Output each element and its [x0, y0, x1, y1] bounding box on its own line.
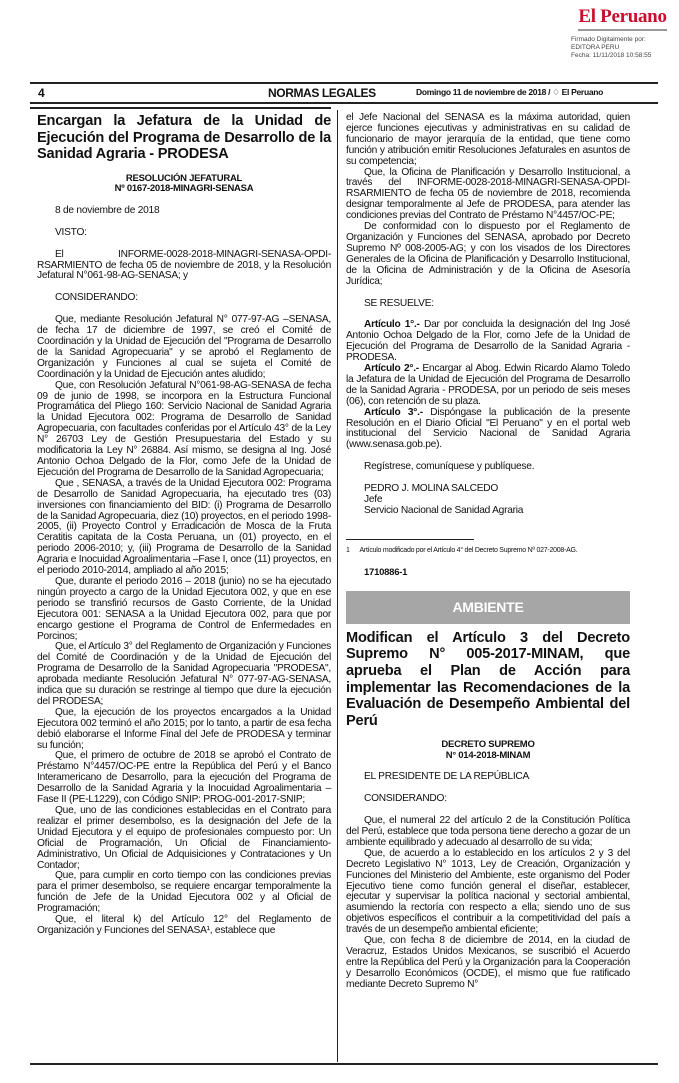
header-top-rule: [30, 82, 658, 84]
article-title: Encargan la Jefatura de la Unidad de Ejecución del Programa de Desarrollo de la Sanidad Agraria - PRODESA: [37, 113, 331, 163]
signer-role: Jefe: [364, 494, 383, 506]
article-1: Artículo 1°.- Dar por concluida la designación del Ing José Antonio Ochoa Delgado de la Flor, como Jefe de la Unidad de Ejecución del Programa de Desarrollo de la Sanidad Agraria - PRODESA.: [346, 319, 631, 364]
paragraph: Que , SENASA, a través de la Unidad Ejecutora 002: Programa de Desarrollo de Sanidad Agropecuaria, ha ejecutado tres (03) inversiones con financiamiento del BID: (i) Programa de Desarrollo de la Sanidad Agropecuaria, diez (10) proyectos, en el periodo 1998-2005, (ii) Proyecto Control y Erradicación de Mosca de la Fruta Ceratitis capitata de la Costa Peruana, un (01) proyecto, en el periodo 2006-2010; y, (iii) Programa de Desarrollo de la Sanidad Agraria e Inocuidad Agroalimentaria –Fase I, once (11) proyectos, en el periodo 2010-2014, ampliado al año 2015;: [37, 477, 331, 577]
section-title: NORMAS LEGALES: [268, 86, 376, 100]
paragraph: Que, mediante Resolución Jefatural N° 077-97-AG –SENASA, de fecha 17 de diciembre de 1997, se creó el Comité de Coordinación y la Unidad de Ejecución del "Programa de Desarrollo de la Sanidad Agropecuaria" y se aprobó el Reglamento de Organización y Funciones al cual se sujeta el Comité de Coordinación y la Unidad de Ejecución antes aludido;: [37, 314, 331, 380]
closing: Regístrese, comuníquese y publíquese.: [364, 461, 535, 473]
president-heading: EL PRESIDENTE DE LA REPÚBLICA: [364, 771, 530, 783]
doc-number-2: N° 014-2018-MINAM: [445, 749, 531, 761]
visto-heading: VISTO:: [55, 226, 87, 238]
paragraph: De conformidad con lo dispuesto por el Reglamento de Organización y Funciones del SENASA, aprobado por Decreto Supremo Nº 008-2005-AG; y con los visados de los Directores Generales de la Oficina de Planificación y Desarrollo Institucional, de la Oficina de Administración y de la Oficina de Asesoría Jurídica;: [346, 221, 630, 287]
doc-type-2: DECRETO SUPREMO: [441, 739, 535, 751]
paragraph: Que, el Artículo 3° del Reglamento de Organización y Funciones del Comité de Coordinación y de la Unidad de Ejecución del Programa de Desarrollo de la Sanidad Agropecuaria "PRODESA", aprobada mediante Resolución Jefatural N° 077-97-AG-SENASA, indica que su duración se restringe al tiempo que dure la ejecución del PRODESA;: [37, 641, 331, 707]
signer-org: Servicio Nacional de Sanidad Agraria: [364, 505, 524, 516]
paragraph: el Jefe Nacional del SENASA es la máxima autoridad, quien ejerce funciones ejecutivas y administrativas en su calidad de funcionario de mayor jerarquía de la entidad, que tiene como función y atribución emitir Resoluciones Jefaturales en asuntos de su competencia;: [346, 112, 630, 167]
column-divider: [337, 110, 338, 1062]
paragraph: Que, de acuerdo a lo establecido en los artículos 2 y 3 del Decreto Legislativo N° 1013, Ley de Creación, Organización y Funciones del Ministerio del Ambiente, este organismo del Poder Ejecutivo tiene como función general el diseñar, establecer, ejecutar y supervisar la política nacional y sectorial ambiental, asumiendo la rectoría con respecto a ella; siendo uno de sus objetivos específicos el contribuir a la competitividad del país a través de un desempeño ambiental eficiente;: [346, 847, 630, 936]
paragraph: Que, el primero de octubre de 2018 se aprobó el Contrato de Préstamo N°4457/OC-PE entre la República del Perú y el Banco Interamericano de Desarrollo, para la ejecución del Programa de Desarrollo de la Sanidad Agraria y la Inocuidad Agroalimentaria – Fase II (PE-L1229), con Código SNIP: PROG-001-2017-SNIP;: [37, 750, 331, 806]
right-column: [346, 113, 630, 991]
signer-name: PEDRO J. MOLINA SALCEDO: [364, 483, 499, 495]
section-band-ambiente: AMBIENTE: [346, 591, 630, 624]
article-title-2: Modifican el Artículo 3 del Decreto Supremo N° 005-2017-MINAM, que aprueba el Plan de Acción para implementar las Recomendaciones de la Evaluación de Desempeño Ambiental del Perú: [346, 629, 630, 729]
doc-type: RESOLUCIÓN JEFATURAL: [125, 172, 243, 184]
considerando-heading-2: CONSIDERANDO:: [364, 793, 447, 805]
paragraph: Que, la Oficina de Planificación y Desarrollo Institucional, a través del INFORME-0028-2018-MINAGRI-SENASA-OPDI-RSARMIENTO de fecha 05 de noviembre de 2018, recomienda designar temporalmente al Jefe de PRODESA, para atender las condiciones previas del Contrato de Préstamo N°4457/OC-PE;: [346, 166, 630, 222]
paragraph: Que, uno de las condiciones establecidas en el Contrato para realizar el primer desembolso, es la designación del Jefe de la Unidad Ejecutora y el equipo de profesionales compuesto por: Un Oficial de Programación, Un Oficial de Financiamiento-Administrativo, Un Oficial de Adquisiciones y Contrataciones y Un Contador;: [37, 805, 331, 871]
page-number: 4: [38, 86, 45, 100]
doc-number: Nº 0167-2018-MINAGRI-SENASA: [114, 183, 254, 195]
paragraph: Que, el literal k) del Artículo 12° del Reglamento de Organización y Funciones del SENASA¹, establece que: [37, 914, 331, 936]
footnote: 1 Artículo modificado por el Artículo 4° del Decreto Supremo Nº 027-2008-AG.: [346, 546, 578, 554]
paragraph: Que, el numeral 22 del artículo 2 de la Constitución Política del Perú, establece que toda persona tiene derecho a gozar de un ambiente equilibrado y adecuado al desarrollo de su vida;: [346, 815, 630, 848]
paragraph: Que, para cumplir en corto tiempo con las condiciones previas para el primer desembolso, se requiere encargar temporalmente la función de Jefe de la Unidad Ejecutora 002 y al Oficial de Programación;: [37, 870, 331, 915]
paragraph: Que, con fecha 8 de diciembre de 2014, en la ciudad de Veracruz, Estados Unidos Mexicanos, se suscribió el Acuerdo entre la República del Perú y la Organización para la Cooperación y Desarrollo Económicos (OCDE), el mismo que fue ratificado mediante Decreto Supremo N°: [346, 935, 630, 990]
digital-signature: Firmado Digitalmente por: EDITORA PERU Fecha: 11/11/2018 10:58:55: [571, 36, 652, 59]
footer-rule: [30, 1063, 658, 1065]
dateline: Domingo 11 de noviembre de 2018 / ♢ El Peruano: [416, 87, 604, 97]
left-top-rule: [30, 107, 331, 109]
paragraph: El INFORME-0028-2018-MINAGRI-SENASA-OPDI-RSARMIENTO de fecha 05 de noviembre de 2018, y la Resolución Jefatural N°061-98-AG-SENASA; y: [37, 248, 331, 282]
article-2: Artículo 2°.- Encargar al Abog. Edwin Ricardo Alamo Toledo la Jefatura de la Unidad de Ejecución del Programa de Desarrollo de la Sanidad Agraria - PRODESA, por un periodo de seis meses (06), con retención de su plaza.: [346, 363, 631, 407]
footnote-rule: [346, 539, 474, 540]
doc-date: 8 de noviembre de 2018: [55, 204, 160, 216]
paragraph: Que, con Resolución Jefatural N°061-98-AG-SENASA de fecha 09 de junio de 1998, se incorpora en la Estructura Funcional Programática del Pliego 160: Servicio Nacional de Sanidad Agraria la Unidad Ejecutora 002: Programa de Desarrollo de Sanidad Agropecuaria, con facultades conferidas por el Artículo 43° de la Ley N° 26703 Ley de Gestión Presupuestaria del Estado y su modificatoria la Ley N° 26884. Así mismo, se designa al Ing. José Antonio Ochoa Delgado de la Flor, como Jefe de la Unidad de Ejecución del Programa de Desarrollo de la Sanidad Agropecuaria;: [37, 379, 331, 478]
left-column: [37, 113, 331, 937]
coat-of-arms-icon: ♢: [552, 87, 560, 97]
article-3: Artículo 3°.- Dispóngase la publicación de la presente Resolución en el Diario Oficial "El Peruano" y en el portal web institucional del Servicio Nacional de Sanidad Agraria (www.senasa.gob.pe).: [346, 406, 631, 451]
considerando-heading: CONSIDERANDO:: [55, 292, 138, 304]
el-peruano-logo: El Peruano: [570, 6, 675, 31]
paragraph: Que, durante el periodo 2016 – 2018 (junio) no se ha ejecutado ningún proyecto a cargo de la Unidad Ejecutora 002, y que en ese periodo se transfirió recursos de Gasto Corriente, de la Unidad Ejecutora 001: SENASA a la Unidad Ejecutora 002, para que por encargo gestione el Programa de Control de Enfermedades en Porcinos;: [37, 575, 331, 642]
header-bottom-rule: [30, 102, 658, 104]
publication-code: 1710886-1: [364, 566, 408, 578]
paragraph: Que, la ejecución de los proyectos encargados a la Unidad Ejecutora 002 terminó el año 2015; por lo tanto, a partir de esa fecha debió elaborarse el Informe Final del Jefe de PRODESA y terminar su función;: [37, 706, 331, 751]
se-resuelve-heading: SE RESUELVE:: [364, 297, 434, 309]
